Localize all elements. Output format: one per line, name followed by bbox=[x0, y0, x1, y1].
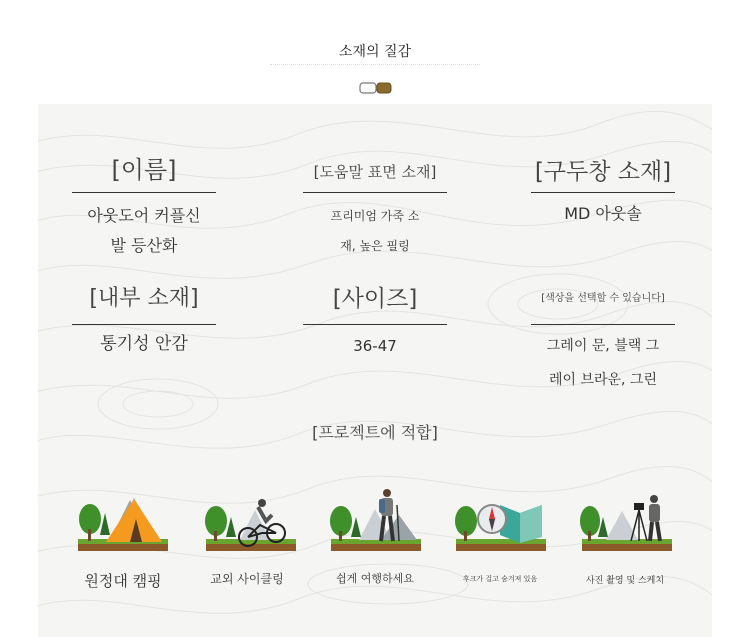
spec-label: [구두창 소재] bbox=[534, 159, 672, 185]
suitable-for-title: [프로젝트에 적합] bbox=[312, 423, 438, 442]
spec-size bbox=[303, 280, 447, 361]
spec-surface-material bbox=[303, 152, 447, 261]
divider bbox=[72, 324, 216, 325]
spec-value-line: 프리미엄 가죽 소 bbox=[330, 209, 420, 223]
caption-cycling: 교외 사이클링 bbox=[210, 572, 284, 586]
divider bbox=[303, 192, 447, 193]
material-swatch-icon bbox=[359, 82, 393, 94]
spec-sole-material bbox=[531, 152, 675, 229]
spec-label: [도움말 표면 소재] bbox=[313, 163, 437, 181]
divider bbox=[72, 192, 216, 193]
hiker-icon bbox=[325, 485, 425, 560]
caption-camping: 원정대 캠핑 bbox=[84, 572, 162, 590]
photographer-icon bbox=[576, 485, 676, 560]
camping-tent-icon bbox=[72, 485, 172, 560]
spec-name bbox=[72, 152, 216, 261]
spec-value-line: 발 등산화 bbox=[110, 236, 178, 255]
spec-label: [이름] bbox=[111, 156, 177, 184]
spec-value-line: 36-47 bbox=[353, 337, 397, 355]
spec-value-line: 재, 높은 필링 bbox=[340, 239, 410, 253]
spec-color-options bbox=[531, 280, 675, 395]
spec-label: [사이즈] bbox=[332, 286, 418, 312]
spec-value-line: 레이 브라운, 그린 bbox=[548, 372, 658, 388]
spec-value-line: 그레이 문, 블랙 그 bbox=[546, 338, 660, 354]
divider bbox=[303, 324, 447, 325]
spec-value-line: 아웃도어 커플신 bbox=[87, 206, 201, 225]
divider bbox=[531, 324, 675, 325]
spec-inner-material bbox=[72, 280, 216, 359]
caption-photo-sketch: 사진 촬영 및 스케치 bbox=[585, 576, 665, 586]
caption-easy-travel: 쉽게 여행하세요 bbox=[336, 572, 414, 585]
cyclist-icon bbox=[200, 485, 300, 560]
compass-map-icon bbox=[450, 485, 550, 560]
caption-hook-hidden: 후크가 걸고 숨겨져 있음 bbox=[462, 575, 538, 583]
spec-value-line: MD 아웃솔 bbox=[564, 204, 642, 223]
divider bbox=[531, 192, 675, 193]
spec-label: [내부 소재] bbox=[89, 286, 199, 311]
spec-value-line: 통기성 안감 bbox=[100, 334, 188, 354]
section-title: 소재의 질감 bbox=[270, 40, 480, 65]
spec-label: [색상을 선택할 수 있습니다] bbox=[541, 293, 665, 304]
